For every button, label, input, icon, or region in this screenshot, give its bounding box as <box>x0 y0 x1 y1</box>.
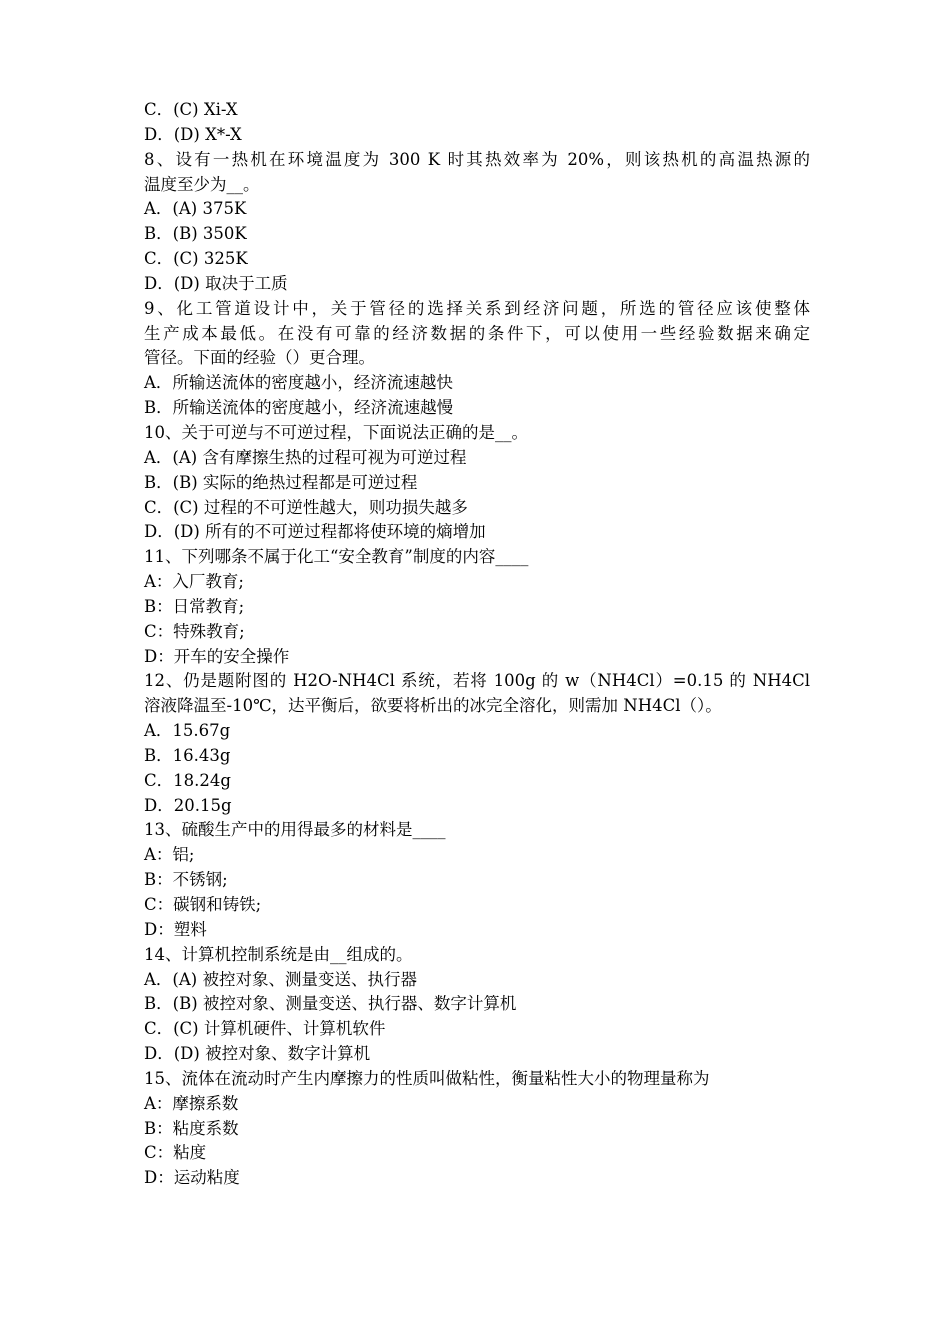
option-line: C．(C) Xi-X <box>144 100 238 119</box>
option-line: C：碳钢和铸铁; <box>144 895 262 914</box>
option-line: A．(A) 375K <box>144 199 247 219</box>
option-line: D．(D) 被控对象、数字计算机 <box>144 1044 371 1064</box>
option-line: D．(D) X*-X <box>144 124 242 144</box>
option-line: C．(C) 计算机硬件、计算机软件 <box>144 1019 386 1039</box>
question-8-line-1: 8、设有一热机在环境温度为 300 K 时其热效率为 20%，则该热机的高温热源的 <box>144 149 810 169</box>
question-15: 15、流体在流动时产生内摩擦力的性质叫做粘性，衡量粘性大小的物理量称为 <box>144 1068 710 1088</box>
option-line: A．15.67g <box>144 721 231 741</box>
question-9-line-3: 管径。下面的经验（）更合理。 <box>144 348 375 368</box>
option-line: B．所输送流体的密度越小，经济流速越慢 <box>144 398 454 418</box>
question-14: 14、计算机控制系统是由__组成的。 <box>144 944 413 964</box>
document-page <box>144 98 810 1191</box>
option-line: A．(A) 含有摩擦生热的过程可视为可逆过程 <box>144 447 467 467</box>
question-8-line-2: 温度至少为__。 <box>144 174 260 194</box>
option-line: D．(D) 所有的不可逆过程都将使环境的熵增加 <box>144 522 486 542</box>
option-line: C：特殊教育; <box>144 621 245 641</box>
question-10: 10、关于可逆与不可逆过程，下面说法正确的是__。 <box>144 422 528 442</box>
option-line: B：日常教育; <box>144 596 245 616</box>
option-line: B．(B) 被控对象、测量变送、执行器、数字计算机 <box>144 994 517 1014</box>
question-12-line-2: 溶液降温至-10℃，达平衡后，欲要将析出的冰完全溶化，则需加 NH4Cl（）。 <box>144 696 722 716</box>
option-line: A：摩擦系数 <box>144 1093 239 1113</box>
option-line: A：铝; <box>144 845 195 865</box>
option-line: D．(D) 取决于工质 <box>144 273 288 293</box>
option-line: D．20.15g <box>144 795 232 815</box>
option-line: D：运动粘度 <box>144 1168 240 1188</box>
option-line: B．(B) 实际的绝热过程都是可逆过程 <box>144 472 418 492</box>
question-11: 11、下列哪条不属于化工“安全教育”制度的内容____ <box>144 547 529 567</box>
option-line: C．18.24g <box>144 770 231 790</box>
option-line: B：不锈钢; <box>144 870 228 890</box>
option-line: B：粘度系数 <box>144 1118 239 1138</box>
option-line: C．(C) 过程的不可逆性越大，则功损失越多 <box>144 497 468 517</box>
option-line: A：入厂教育; <box>144 572 244 592</box>
option-line: D：开车的安全操作 <box>144 646 290 666</box>
question-9-line-1: 9、化工管道设计中，关于管径的选择关系到经济问题，所选的管径应该使整体 <box>144 298 810 318</box>
option-line: D：塑料 <box>144 919 207 939</box>
option-line: C．(C) 325K <box>144 249 248 269</box>
option-line: B．(B) 350K <box>144 224 247 244</box>
option-line: B．16.43g <box>144 745 231 765</box>
option-line: A．所输送流体的密度越小，经济流速越快 <box>144 373 453 393</box>
question-13: 13、硫酸生产中的用得最多的材料是____ <box>144 820 446 840</box>
option-line: A．(A) 被控对象、测量变送、执行器 <box>144 969 417 989</box>
question-9-line-2: 生产成本最低。在没有可靠的经济数据的条件下，可以使用一些经验数据来确定 <box>144 323 810 343</box>
question-12-line-1: 12、仍是题附图的 H2O-NH4Cl 系统，若将 100g 的 w（NH4Cl）=0.15 的 NH4Cl <box>144 671 810 691</box>
option-line: C：粘度 <box>144 1143 207 1163</box>
